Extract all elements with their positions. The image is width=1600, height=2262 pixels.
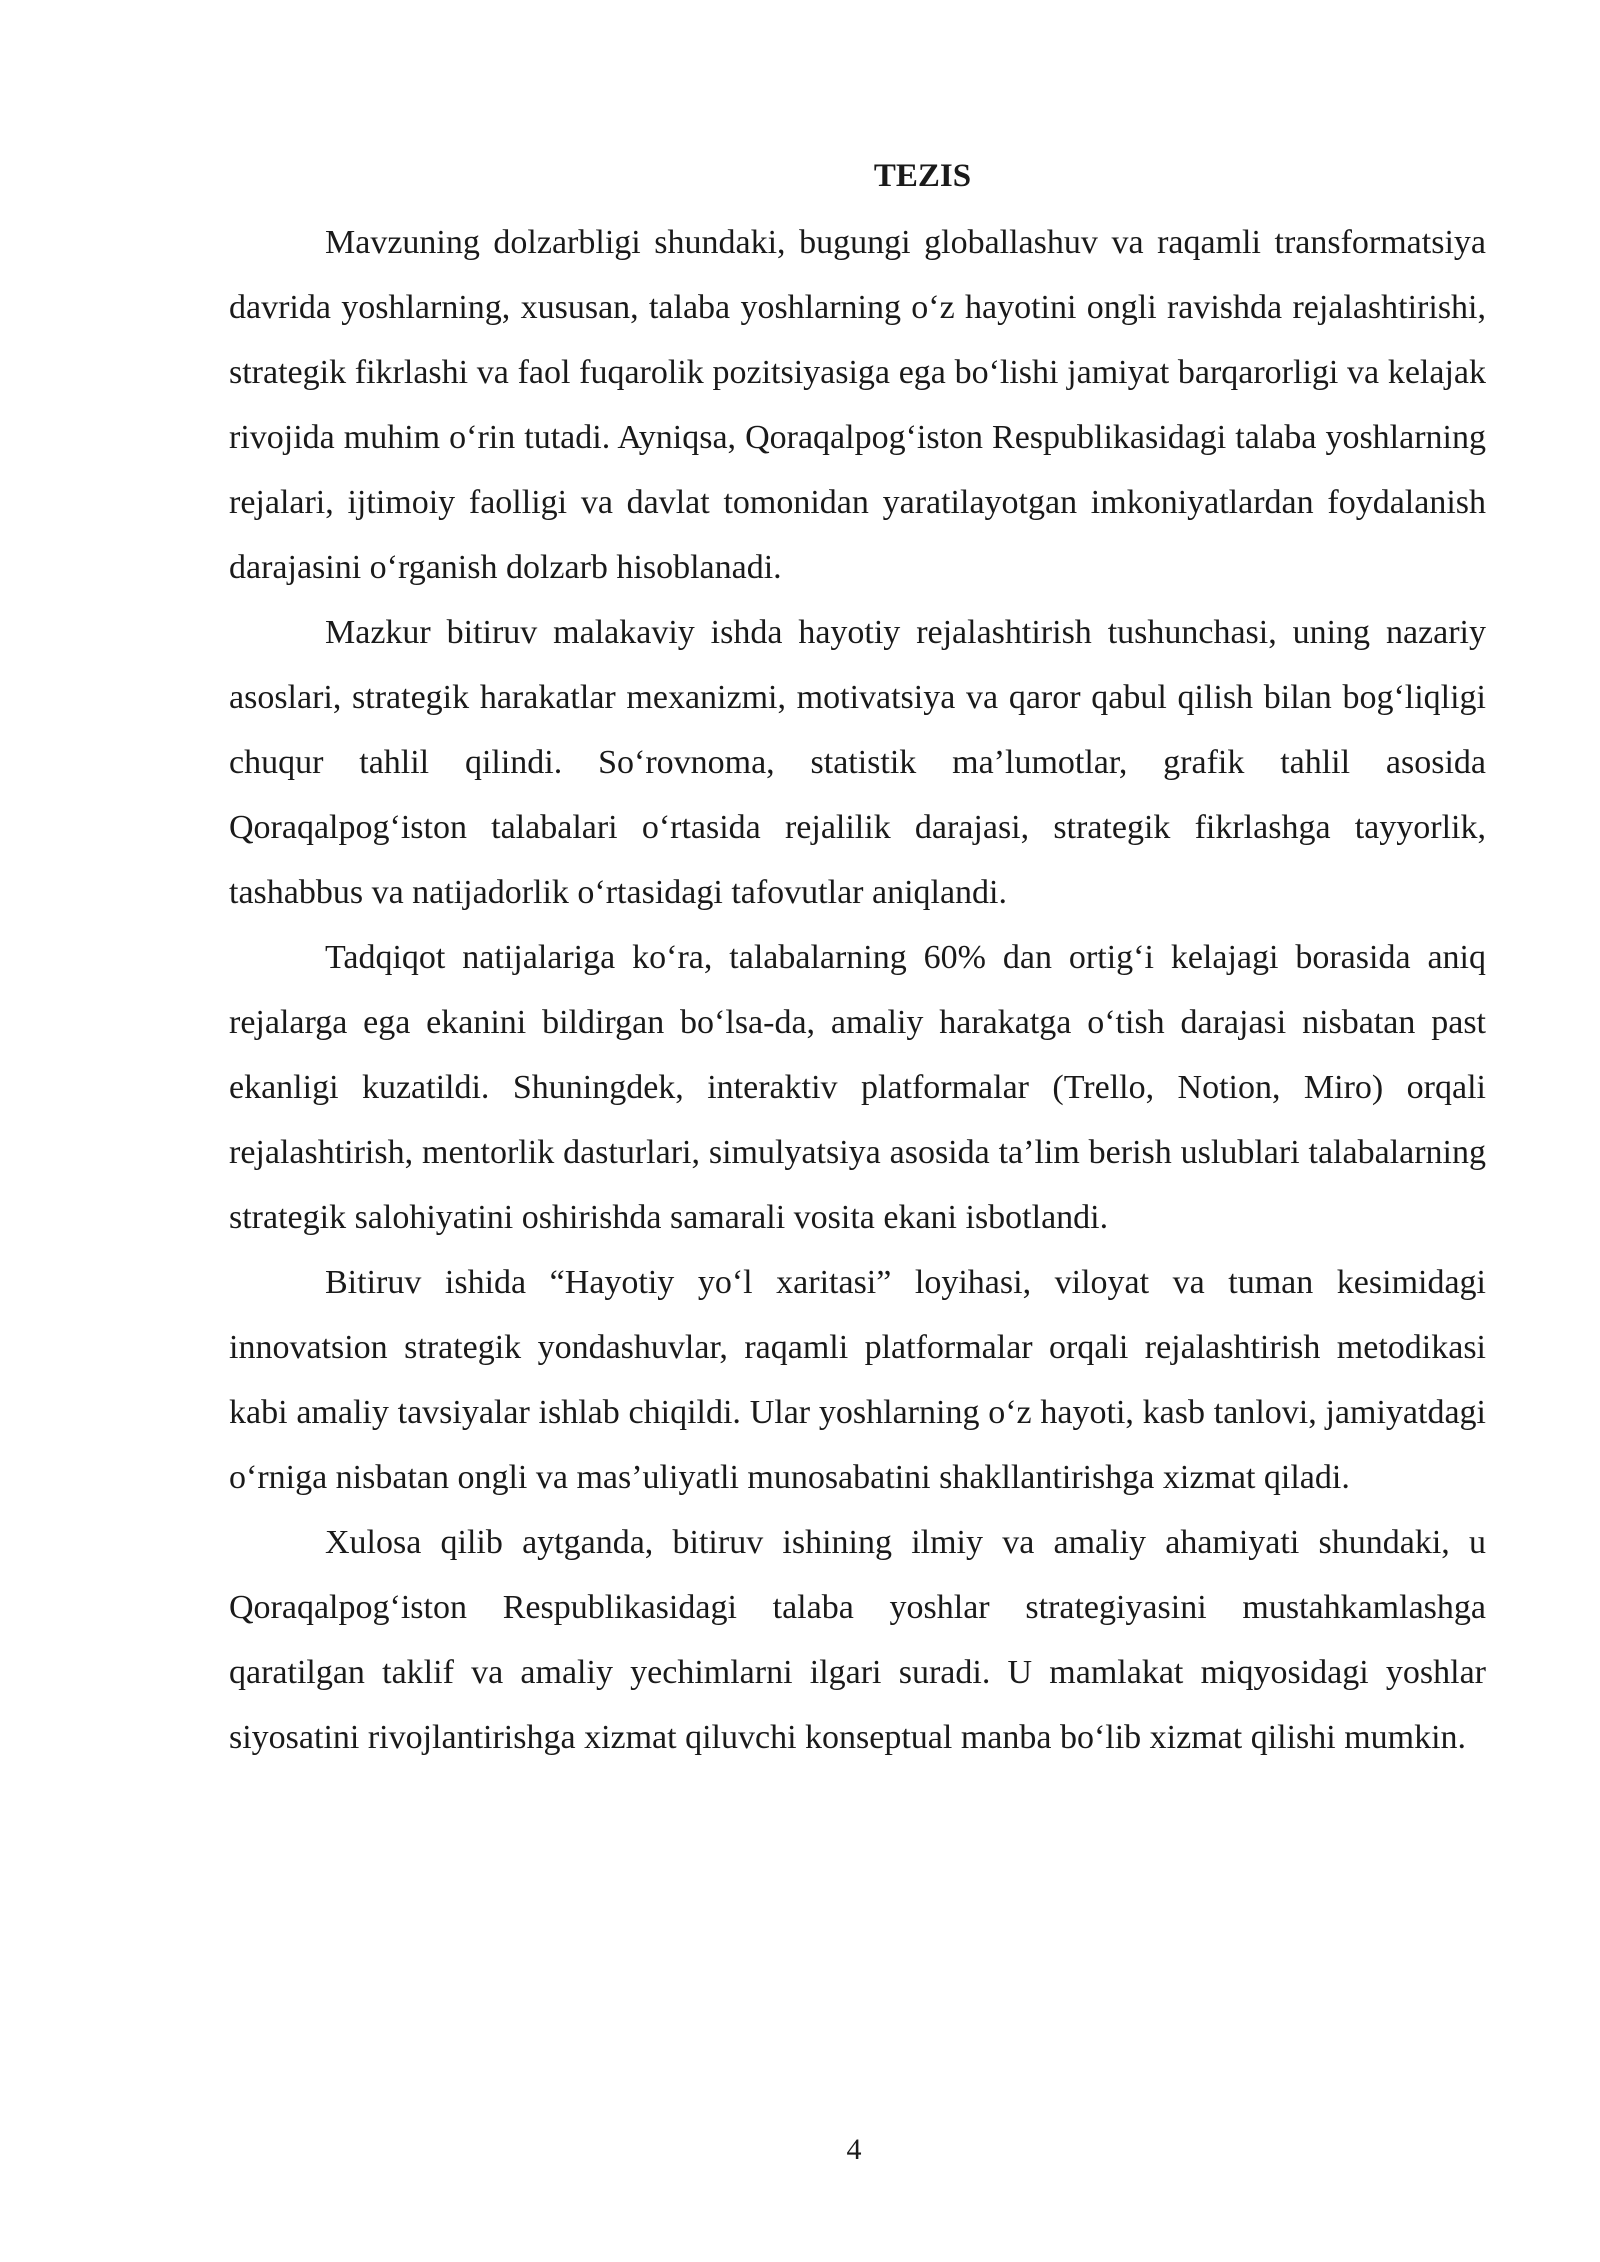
paragraph-results: Tadqiqot natijalariga ko‘ra, talabalarning 60% dan ortig‘i kelajagi borasida aniq rejalarga ega ekanini bildirgan bo‘lsa-da, amaliy harakatga o‘tish darajasi nisbatan past ekanligi kuzatildi. Shuningdek, interaktiv platformalar (Trello, Notion, Miro) orqali rejalashtirish, mentorlik dasturlari, simulyatsiya asosida ta’lim berish uslublari talabalarning strategik salohiyatini oshirishda samarali vosita ekani isbotlandi. — [229, 939, 1486, 1236]
page-number: 4 — [846, 2133, 862, 2166]
paragraph-recommendations: Bitiruv ishida “Hayotiy yo‘l xaritasi” loyihasi, viloyat va tuman kesimidagi innovatsion strategik yondashuvlar, raqamli platformalar orqali rejalashtirish metodikasi kabi amaliy tavsiyalar ishlab chiqildi. Ular yoshlarning o‘z hayoti, kasb tanlovi, jamiyatdagi o‘rniga nisbatan ongli va mas’uliyatli munosabatini shakllantirishga xizmat qiladi. — [229, 1264, 1486, 1496]
paragraph-analysis: Mazkur bitiruv malakaviy ishda hayotiy rejalashtirish tushunchasi, uning nazariy asoslari, strategik harakatlar mexanizmi, motivatsiya va qaror qabul qilish bilan bog‘liqligi chuqur tahlil qilindi. So‘rovnoma, statistik ma’lumotlar, grafik tahlil asosida Qoraqalpog‘iston talabalari o‘rtasida rejalilik darajasi, strategik fikrlashga tayyorlik, tashabbus va natijadorlik o‘rtasidagi tafovutlar aniqlandi. — [229, 614, 1486, 911]
paragraph-conclusion: Xulosa qilib aytganda, bitiruv ishining ilmiy va amaliy ahamiyati shundaki, u Qoraqalpog‘iston Respublikasidagi talaba yoshlar strategiyasini mustahkamlashga qaratilgan taklif va amaliy yechimlarni ilgari suradi. U mamlakat miqyosidagi yoshlar siyosatini rivojlantirishga xizmat qiluvchi konseptual manba bo‘lib xizmat qilishi mumkin. — [229, 1524, 1486, 1756]
document-page — [229, 150, 1486, 1770]
document-title: TEZIS — [873, 158, 972, 194]
paragraph-relevance: Mavzuning dolzarbligi shundaki, bugungi globallashuv va raqamli transformatsiya davrida yoshlarning, xususan, talaba yoshlarning o‘z hayotini ongli ravishda rejalashtirishi, strategik fikrlashi va faol fuqarolik pozitsiyasiga ega bo‘lishi jamiyat barqarorligi va kelajak rivojida muhim o‘rin tutadi. Ayniqsa, Qoraqalpog‘iston Respublikasidagi talaba yoshlarning rejalari, ijtimoiy faolligi va davlat tomonidan yaratilayotgan imkoniyatlardan foydalanish darajasini o‘rganish dolzarb hisoblanadi. — [229, 224, 1486, 586]
